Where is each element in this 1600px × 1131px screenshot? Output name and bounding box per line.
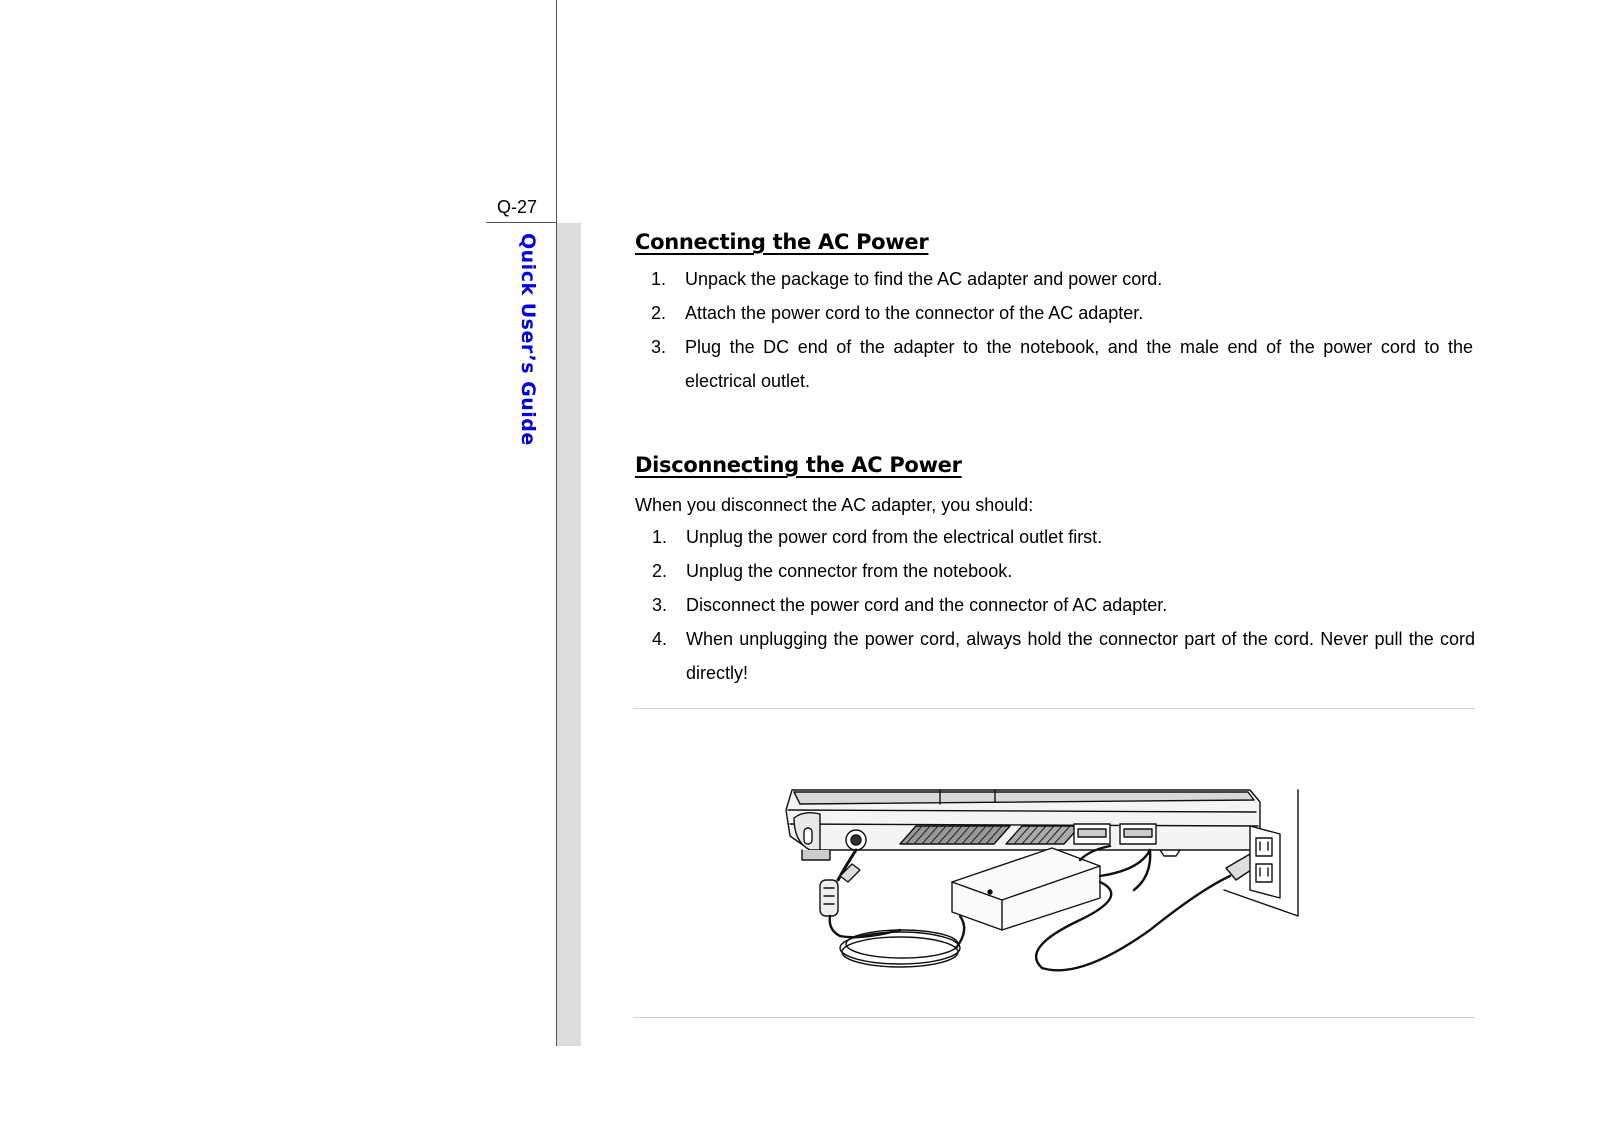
list-item [635,262,1473,296]
list-item [635,296,1473,330]
step-text: Plug the DC end of the adapter to the notebook, and the male end of the power cord to the electrical outlet. [685,337,1473,391]
page-number: Q-27 [497,197,538,217]
margin-gray-bar [557,223,581,1046]
connecting-steps-list [635,262,1473,398]
page-number-rule [486,222,556,223]
step-text: Attach the power cord to the connector of the AC adapter. [685,303,1144,323]
notebook-ac-adapter-illustration [780,780,1340,990]
step-text: When unplugging the power cord, always hold the connector part of the cord. Never pull the cord directly! [686,629,1475,683]
list-item [636,588,1475,622]
heading-disconnecting: Disconnecting the AC Power [635,453,962,477]
side-title: Quick User’s Guide [517,233,539,446]
step-text: Unpack the package to find the AC adapter and power cord. [685,269,1163,289]
figure-bottom-rule [633,1017,1475,1018]
figure-top-rule [633,708,1475,709]
step-number: 1. [651,269,667,289]
step-text: Unplug the power cord from the electrical outlet first. [686,527,1103,547]
heading-connecting: Connecting the AC Power [635,230,929,254]
step-number: 4. [652,629,668,649]
disconnecting-steps-list [636,520,1475,690]
list-item [636,622,1475,690]
step-text: Unplug the connector from the notebook. [686,561,1013,581]
step-number: 1. [652,527,668,547]
disconnect-intro: When you disconnect the AC adapter, you should: [635,495,1034,515]
list-item [636,554,1475,588]
list-item [635,330,1473,398]
step-number: 3. [652,595,668,615]
step-number: 2. [651,303,667,323]
list-item [636,520,1475,554]
step-number: 3. [651,337,667,357]
step-text: Disconnect the power cord and the connector of AC adapter. [686,595,1168,615]
step-number: 2. [652,561,668,581]
